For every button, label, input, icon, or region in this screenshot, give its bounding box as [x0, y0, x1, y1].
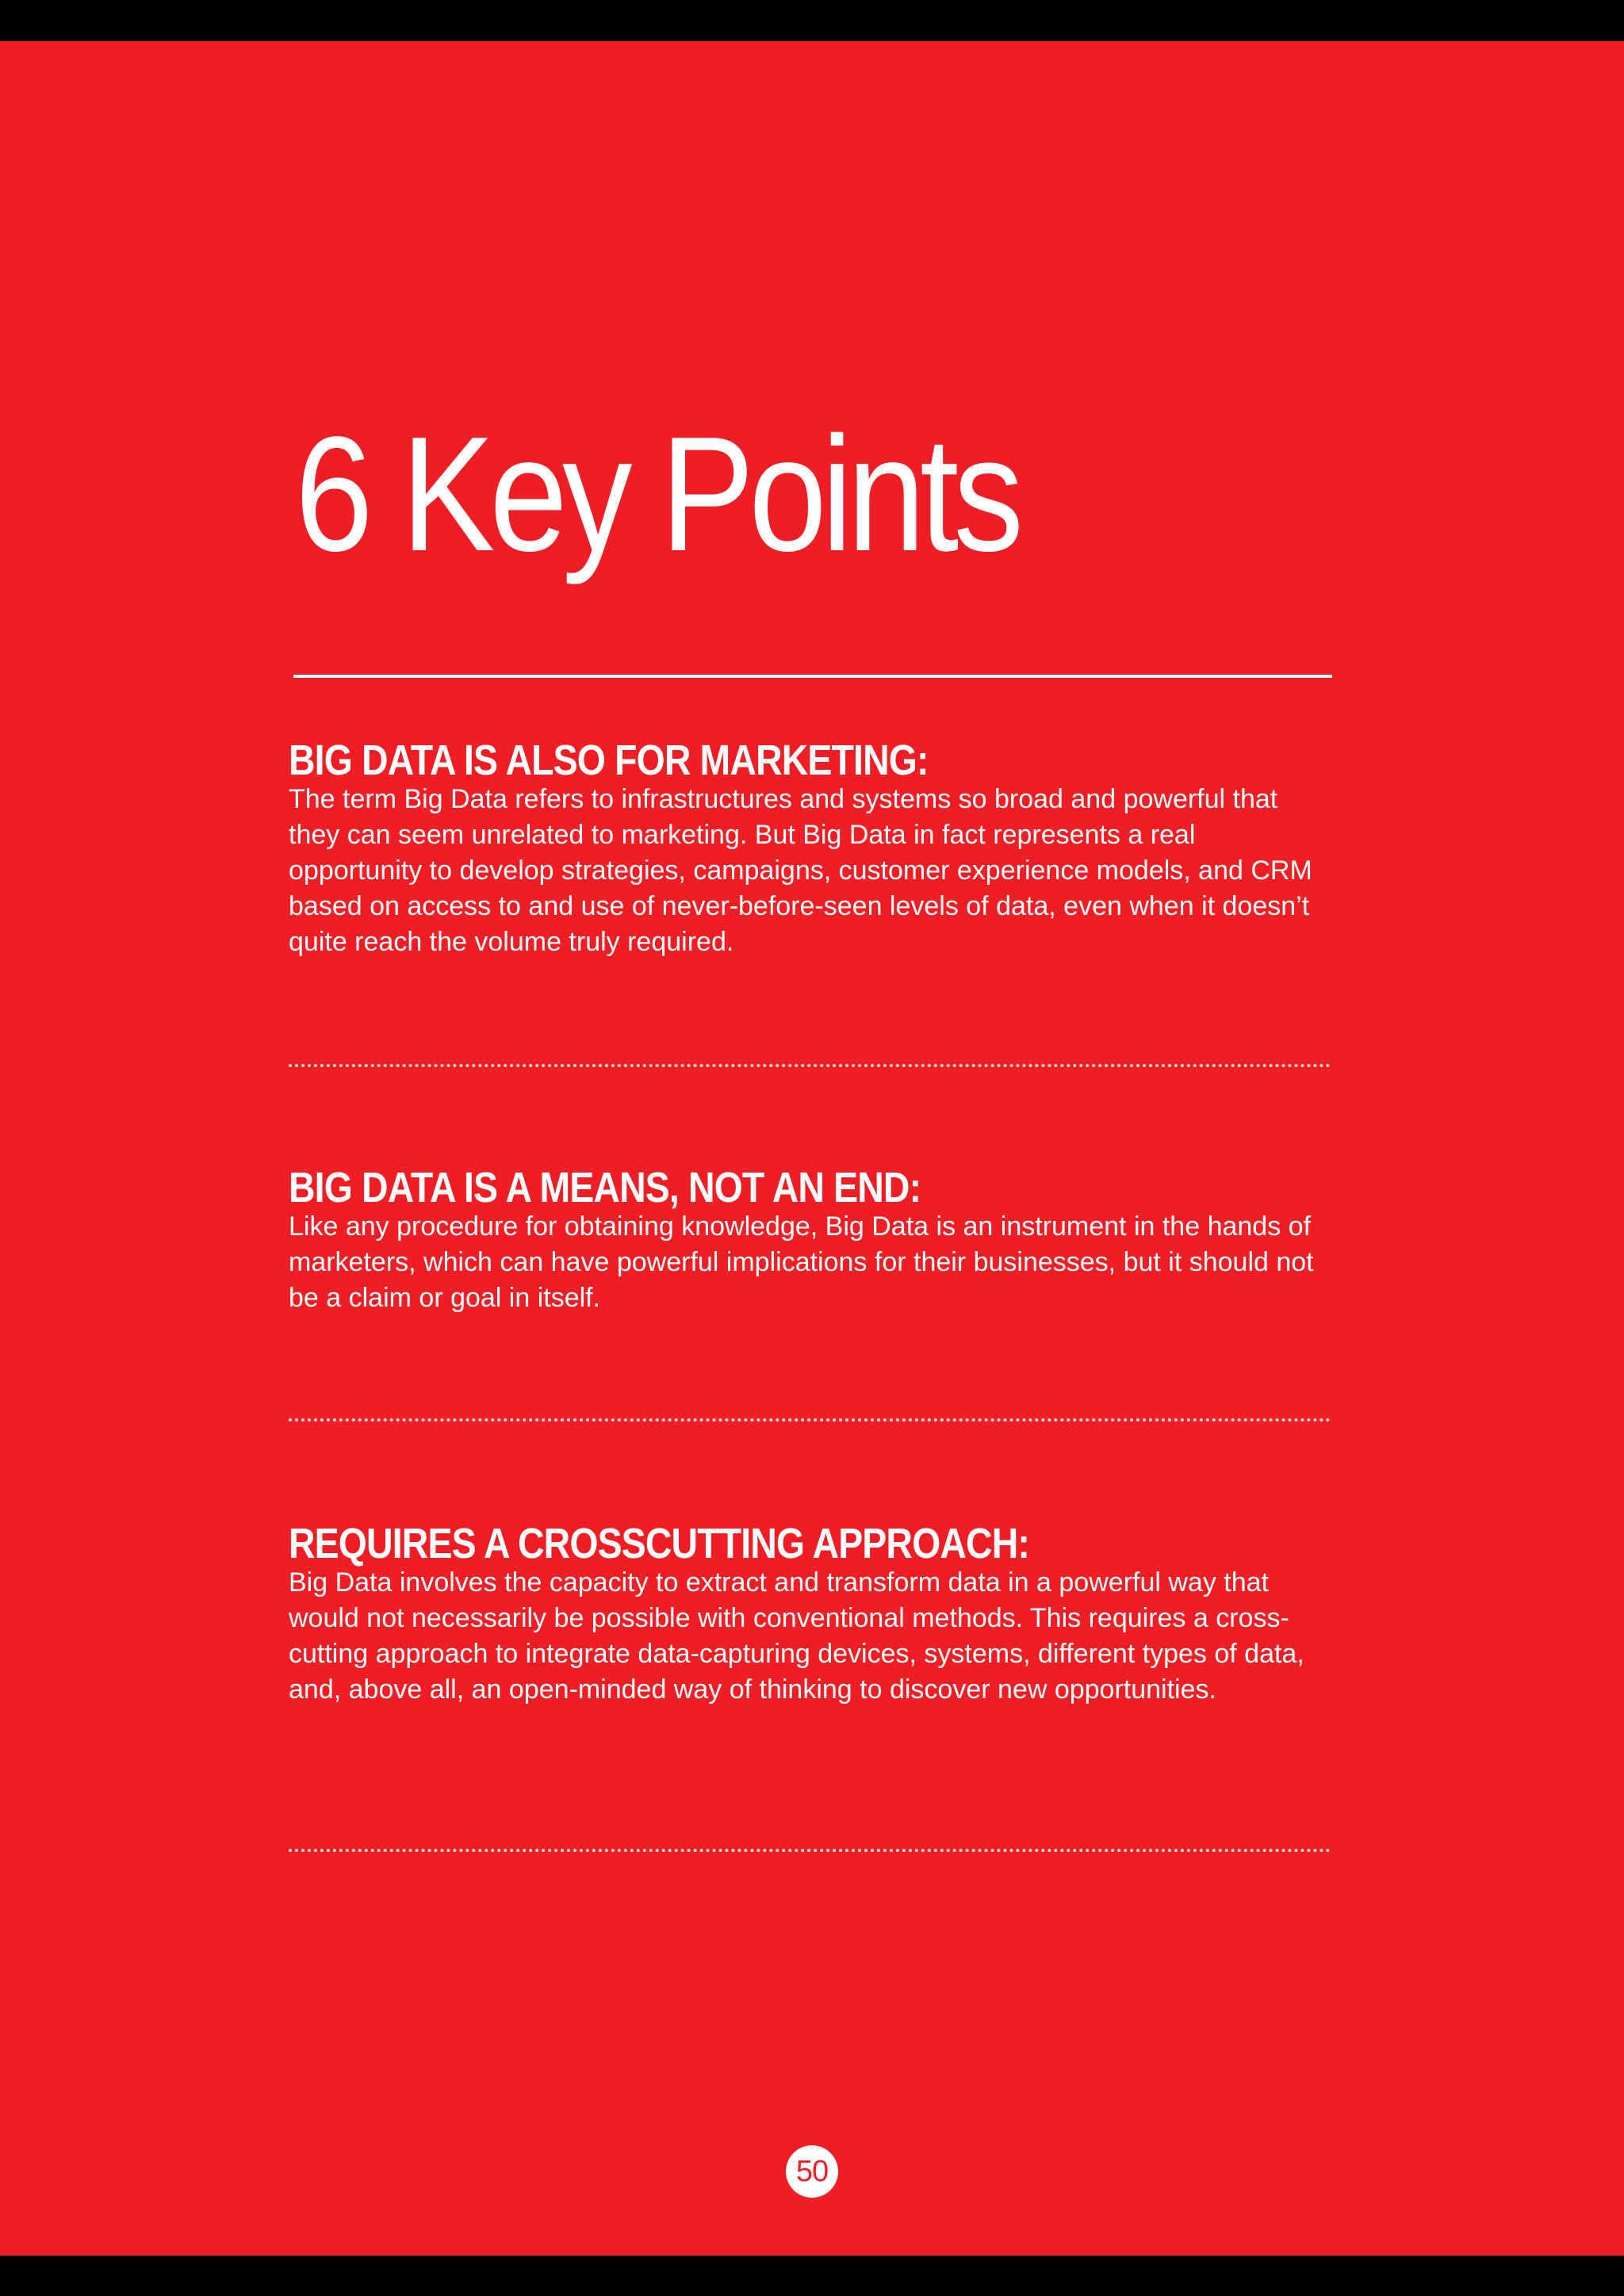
bottom-frame-bar — [0, 2256, 1624, 2296]
section-divider — [289, 1418, 1331, 1422]
key-point-section — [289, 1521, 1335, 1708]
section-divider — [289, 1064, 1331, 1067]
title-divider — [293, 675, 1332, 678]
key-point-section — [289, 1165, 1335, 1316]
key-point-heading: BIG DATA IS ALSO FOR MARKETING: — [289, 737, 929, 784]
key-point-body: Like any procedure for obtaining knowledge, Big Data is an instrument in the hands of marketers, which can have powerful implications for their businesses, but it should not be a claim or goal in itself. — [289, 1211, 1314, 1313]
key-point-section — [289, 737, 1335, 960]
page-title: 6 Key Points — [295, 403, 1019, 585]
key-point-body: The term Big Data refers to infrastructures and systems so broad and powerful that they can seem unrelated to marketing. But Big Data in fact represents a real opportunity to develop strategies, campaigns, customer experience models, and CRM based on access to and use of never-before-seen levels of data, even when it doesn’t quite reach the volume truly required. — [289, 784, 1312, 957]
top-frame-bar — [0, 0, 1624, 41]
page-number-badge: 50 — [786, 2145, 838, 2198]
key-point-body: Big Data involves the capacity to extract and transform data in a powerful way that would not necessarily be possible with conventional methods. This requires a cross-cutting approach to integrate data-capturing devices, systems, different types of data, and, above all, an open-minded way of thinking to discover new opportunities. — [289, 1567, 1304, 1705]
document-page — [0, 41, 1624, 2256]
key-point-heading: BIG DATA IS A MEANS, NOT AN END: — [289, 1164, 921, 1211]
section-divider — [289, 1849, 1331, 1852]
key-point-heading: REQUIRES A CROSSCUTTING APPROACH: — [289, 1520, 1030, 1567]
